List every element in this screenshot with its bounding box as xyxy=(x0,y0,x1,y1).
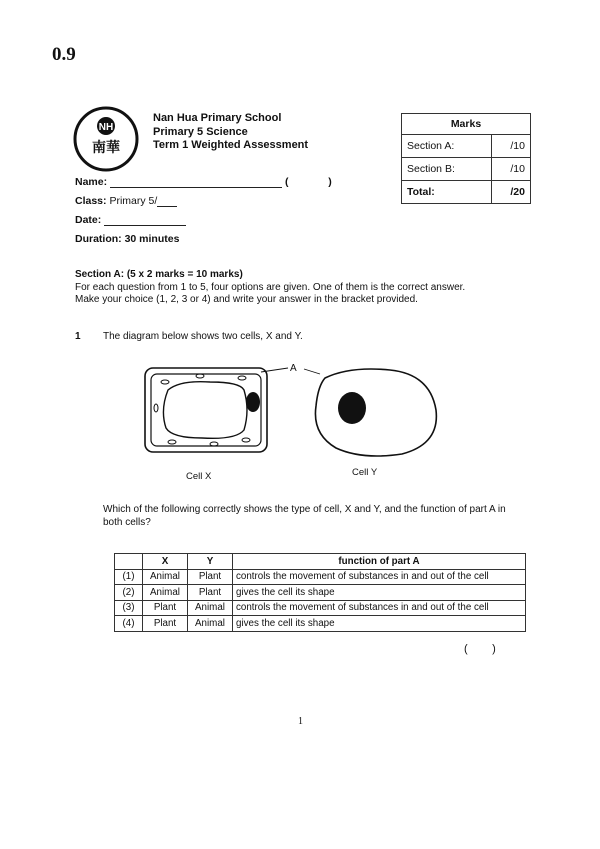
logo-chinese: 南華 xyxy=(92,140,120,156)
plant-cell-x xyxy=(145,368,267,452)
class-label: Class: xyxy=(75,195,107,207)
corner-score: 0.9 xyxy=(52,44,76,65)
option-y: Animal xyxy=(188,600,233,616)
option-y: Plant xyxy=(188,585,233,601)
table-row[interactable] xyxy=(115,569,526,585)
question-number: 1 xyxy=(75,331,81,342)
options-table xyxy=(114,553,526,632)
assessment-title: Term 1 Weighted Assessment xyxy=(153,139,309,151)
table-row[interactable] xyxy=(115,585,526,601)
table-header: X xyxy=(143,554,188,570)
marks-value[interactable]: /10 xyxy=(491,135,530,158)
marks-header: Marks xyxy=(402,114,531,135)
school-logo-icon xyxy=(73,106,139,172)
section-a-line1: For each question from 1 to 5, four options are given. One of them is the correct answer. xyxy=(75,281,466,293)
option-x: Plant xyxy=(143,616,188,632)
animal-cell-y xyxy=(315,369,436,456)
date-label: Date: xyxy=(75,214,102,226)
school-name: Nan Hua Primary School xyxy=(153,112,282,124)
option-number: (2) xyxy=(115,585,143,601)
table-header xyxy=(115,554,143,570)
option-number: (3) xyxy=(115,600,143,616)
name-paren-open: ( xyxy=(284,176,289,188)
section-a-line2: Make your choice (1, 2, 3 or 4) and write your answer in the bracket provided. xyxy=(75,294,418,305)
table-row[interactable] xyxy=(115,600,526,616)
level-subject: Primary 5 Science xyxy=(153,125,248,138)
duration: Duration: 30 minutes xyxy=(75,233,180,245)
answer-bracket[interactable]: ( ) xyxy=(464,643,496,655)
name-line[interactable] xyxy=(110,187,282,188)
question-1-stem xyxy=(75,331,303,342)
option-x: Plant xyxy=(143,600,188,616)
option-function: gives the cell its shape xyxy=(233,585,526,601)
name-label: Name: xyxy=(75,176,108,188)
marks-label: Total: xyxy=(402,181,492,204)
date-field xyxy=(75,214,186,226)
date-line[interactable] xyxy=(104,225,186,226)
option-y: Animal xyxy=(188,616,233,632)
table-header: Y xyxy=(188,554,233,570)
marks-value[interactable]: /10 xyxy=(491,158,530,181)
option-x: Animal xyxy=(143,569,188,585)
marks-label: Section A: xyxy=(402,135,492,158)
section-a-instructions xyxy=(75,269,535,307)
table-row[interactable] xyxy=(115,616,526,632)
part-a-label: A xyxy=(290,363,297,374)
class-value: Primary 5/ xyxy=(109,195,158,207)
cell-y-label: Cell Y xyxy=(352,467,378,478)
cells-diagram xyxy=(140,360,450,460)
option-function: controls the movement of substances in and out of the cell xyxy=(233,569,526,585)
cell-x-label: Cell X xyxy=(186,471,212,482)
marks-box xyxy=(401,113,531,204)
class-field xyxy=(75,195,177,207)
option-function: gives the cell its shape xyxy=(233,616,526,632)
option-x: Animal xyxy=(143,585,188,601)
option-number: (4) xyxy=(115,616,143,632)
school-header xyxy=(153,112,308,153)
pointer-line xyxy=(304,369,320,374)
question-text: The diagram below shows two cells, X and Y. xyxy=(103,331,303,342)
page-number: 1 xyxy=(298,716,303,727)
section-a-title: Section A: (5 x 2 marks = 10 marks) xyxy=(75,269,243,280)
class-line[interactable] xyxy=(157,206,177,207)
name-paren-close: ) xyxy=(328,176,332,188)
question-ask: Which of the following correctly shows the type of cell, X and Y, and the function of part A in both cells? xyxy=(103,504,506,528)
option-number: (1) xyxy=(115,569,143,585)
name-field xyxy=(75,176,332,188)
logo-initials: NH xyxy=(98,122,114,133)
table-header-row xyxy=(115,554,526,570)
table-header: function of part A xyxy=(233,554,526,570)
marks-label: Section B: xyxy=(402,158,492,181)
option-function: controls the movement of substances in and out of the cell xyxy=(233,600,526,616)
option-y: Plant xyxy=(188,569,233,585)
marks-value[interactable]: /20 xyxy=(491,181,530,204)
